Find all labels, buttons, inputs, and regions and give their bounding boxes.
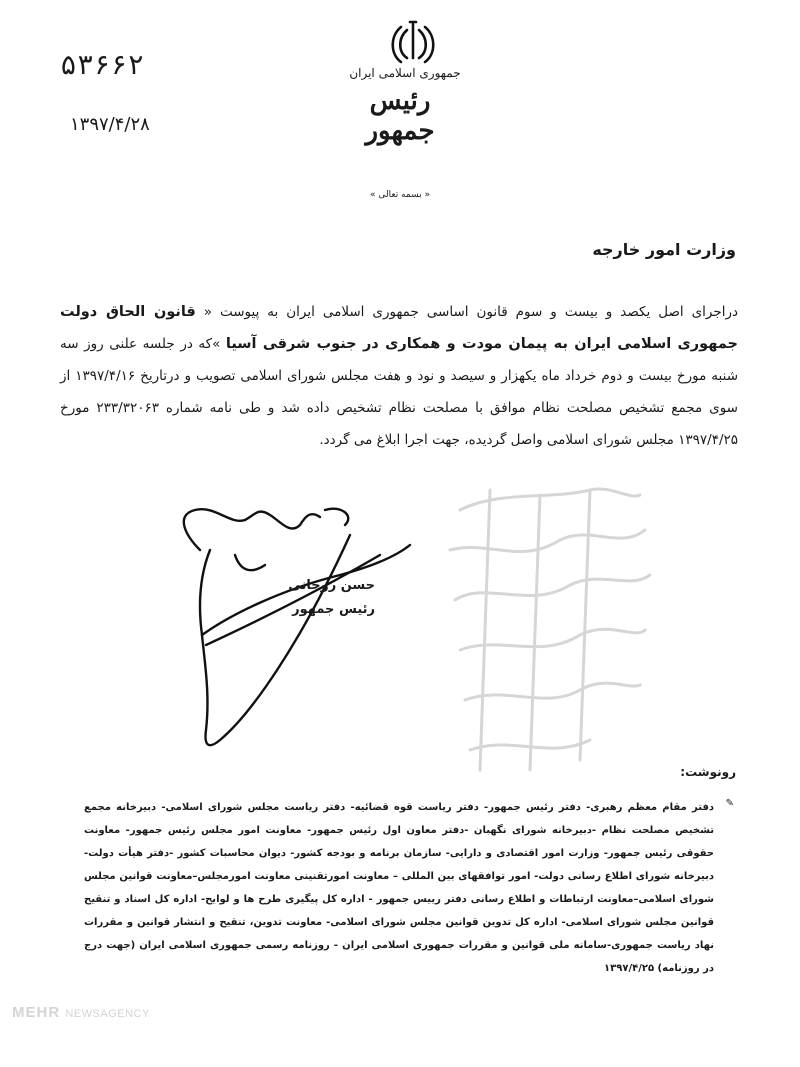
- reference-number: ۵۳۶۶۲: [60, 48, 145, 81]
- bismillah: « بسمه تعالی »: [370, 190, 430, 200]
- law-title: قانون الحاق دولت جمهوری اسلامی ایران به پیمان مودت و همکاری در جنوب شرقی آسیا: [60, 304, 738, 352]
- iran-emblem-icon: [388, 18, 438, 68]
- cc-list: دفتر مقام معظم رهبری- دفتر رئیس جمهور- دفتر ریاست قوه قضائیه- دفتر ریاست مجلس شورای اسلامی- دبیرخانه مجمع تشخیص مصلحت نظام -دبیرخانه شورای نگهبان -دفتر معاون اول رئیس جمهور- معاونت امور مجلس رئیس جمهور- معاونت حقوقی رئیس جمهور- وزارت امور اقتصادی و دارایی- سازمان برنامه و بودجه کشور- دیوان محاسبات کشور -دفتر هیأت دولت- دبیرخانه شورای اطلاع رسانی دولت- امور توافقهای بین المللی – معاونت امورتقنینی معاونت امورمجلس–معاونت قوانین مجلس شورای اسلامی–معاونت ارتباطات و اطلاع رسانی دفتر رییس جمهور - اداره کل پیگیری طرح ها و لوایح- اداره کل اسناد و تنقیح قوانین مجلس شورای اسلامی- اداره کل تدوین قوانین مجلس شورای اسلامی- معاونت تدوین، تنقیح و انتشار قوانین و مقررات نهاد ریاست جمهوری-سامانه ملی قوانین و مقررات جمهوری اسلامی ایران - روزنامه رسمی جمهوری اسلامی ایران (جهت درج در روزنامه) ۱۳۹۷/۴/۲۵: [84, 802, 714, 974]
- addressee: وزارت امور خارجه: [592, 240, 736, 259]
- signer-title: رئیس جمهور: [292, 602, 375, 617]
- watermark-sub: NEWSAGENCY: [65, 1008, 150, 1020]
- faint-stamp: [430, 470, 660, 790]
- letter-body: [60, 296, 738, 456]
- republic-label: جمهوری اسلامی ایران: [349, 66, 461, 80]
- cc-bullet-icon: ✎: [725, 798, 734, 809]
- signature-scribble: [140, 495, 440, 755]
- body-part-2: »که در جلسه علنی روز سه شنبه مورخ بیست و دوم خرداد ماه یکهزار و سیصد و نود و هفت مجلس شورای اسلامی تصویب و درتاریخ ۱۳۹۷/۴/۱۶ از سوی مجمع تشخیص مصلحت نظام موافق با مصلحت نظام تشخیص داده شد و طی نامه شماره ۲۳۳/۳۲۰۶۳ مورخ ۱۳۹۷/۴/۲۵ مجلس شورای اسلامی واصل گردیده، جهت اجرا ابلاغ می گردد.: [60, 336, 739, 448]
- office-title: رئیس جمهور: [365, 86, 435, 146]
- watermark: [12, 1004, 150, 1021]
- cc-label: رونوشت:: [680, 765, 736, 779]
- body-part-1: دراجرای اصل یکصد و بیست و سوم قانون اساسی جمهوری اسلامی ایران به پیوست «: [203, 304, 739, 320]
- signer-name: حسن روحانی: [288, 578, 375, 593]
- watermark-brand: MEHR: [12, 1004, 61, 1021]
- reference-date: ۱۳۹۷/۴/۲۸: [70, 114, 150, 135]
